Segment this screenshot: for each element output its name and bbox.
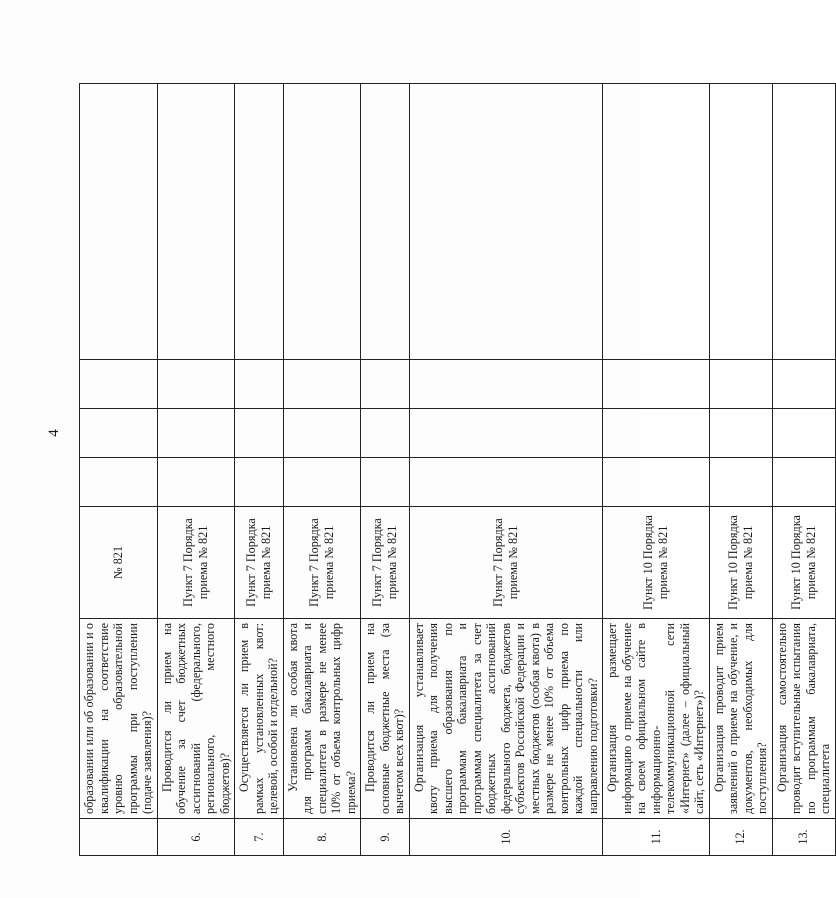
answer-cell-na — [772, 360, 835, 409]
notes-cell — [772, 84, 835, 360]
question-cell: Осуществляется ли прием в рамках установленных квот: целевой, особой и отдельной? — [235, 619, 284, 819]
answer-cell-no — [772, 409, 835, 458]
answer-cell-no — [361, 409, 410, 458]
notes-cell — [409, 84, 603, 360]
answer-cell-na — [235, 360, 284, 409]
question-cell: образовании или об образовании и о квалификации на соответствие уровню образовательной программы при поступлении (подаче заявления)? — [80, 619, 158, 819]
answer-cell-yes — [80, 458, 158, 507]
reference-cell: Пункт 10 Порядка приема № 821 — [772, 507, 835, 619]
notes-cell — [157, 84, 235, 360]
question-cell: Организация проводит прием заявлений о приеме на обучение, и документов, необходимых для поступления? — [709, 619, 772, 819]
row-number: 9. — [361, 819, 410, 856]
answer-cell-yes — [409, 458, 603, 507]
notes-cell — [709, 84, 772, 360]
table-row — [772, 84, 835, 856]
table-row — [157, 84, 235, 856]
answer-cell-no — [603, 409, 710, 458]
row-number: 8. — [283, 819, 361, 856]
table-row — [80, 84, 158, 856]
row-number: 10. — [409, 819, 603, 856]
answer-cell-na — [283, 360, 361, 409]
notes-cell — [80, 84, 158, 360]
reference-cell: Пункт 10 Порядка приема № 821 — [603, 507, 710, 619]
table-row — [283, 84, 361, 856]
answer-cell-no — [709, 409, 772, 458]
answer-cell-na — [80, 360, 158, 409]
row-number: 13. — [772, 819, 835, 856]
reference-cell: Пункт 7 Порядка приема № 821 — [361, 507, 410, 619]
question-cell: Проводится ли прием на обучение за счет бюджетных ассигнований (федерального, регионального, местного бюджетов)? — [157, 619, 235, 819]
notes-cell — [361, 84, 410, 360]
answer-cell-yes — [157, 458, 235, 507]
answer-cell-no — [409, 409, 603, 458]
table-row — [709, 84, 772, 856]
row-number: 12. — [709, 819, 772, 856]
row-number: 11. — [603, 819, 710, 856]
notes-cell — [283, 84, 361, 360]
answer-cell-no — [80, 409, 158, 458]
reference-cell: Пункт 7 Порядка приема № 821 — [235, 507, 284, 619]
reference-cell: Пункт 7 Порядка приема № 821 — [409, 507, 603, 619]
question-cell: Проводится ли прием на основные бюджетные места (за вычетом всех квот)? — [361, 619, 410, 819]
question-cell: Организация устанавливает квоту приема для получения высшего образования по программам бакалавриата и программам специалитета за счет бюджетных ассигнований федерального бюджета, бюджетов субъектов Российской Федерации и местных бюджетов (особая квота) в размере не менее 10% от объема контрольных цифр приема по каждой специальности или направлению подготовки? — [409, 619, 603, 819]
answer-cell-na — [409, 360, 603, 409]
question-cell: Установлена ли особая квота для программ бакалавриата и специалитета в размере не менее 10% от объема контрольных цифр приема? — [283, 619, 361, 819]
row-number: 6. — [157, 819, 235, 856]
answer-cell-na — [709, 360, 772, 409]
table-row — [409, 84, 603, 856]
table-row — [361, 84, 410, 856]
question-cell: Организация размещает информацию о приеме на обучение на своем официальном сайте в информационно-телекоммуникационной сети «Интернет» (далее – официальный сайт, сеть «Интернет»)? — [603, 619, 710, 819]
notes-cell — [235, 84, 284, 360]
answer-cell-na — [157, 360, 235, 409]
answer-cell-yes — [772, 458, 835, 507]
answer-cell-yes — [235, 458, 284, 507]
answer-cell-yes — [283, 458, 361, 507]
reference-cell: № 821 — [80, 507, 158, 619]
page-number: 4 — [46, 429, 62, 437]
answer-cell-na — [603, 360, 710, 409]
answer-cell-yes — [361, 458, 410, 507]
row-number — [80, 819, 158, 856]
notes-cell — [603, 84, 710, 360]
reference-cell: Пункт 7 Порядка приема № 821 — [283, 507, 361, 619]
row-number: 7. — [235, 819, 284, 856]
answer-cell-no — [235, 409, 284, 458]
table-row — [603, 84, 710, 856]
answer-cell-no — [157, 409, 235, 458]
table-row — [235, 84, 284, 856]
reference-cell: Пункт 10 Порядка приема № 821 — [709, 507, 772, 619]
answer-cell-no — [283, 409, 361, 458]
reference-cell: Пункт 7 Порядка приема № 821 — [157, 507, 235, 619]
answer-cell-yes — [603, 458, 710, 507]
answer-cell-yes — [709, 458, 772, 507]
question-cell: Организация самостоятельно проводит вступительные испытания по программам бакалавриата, специалитета — [772, 619, 835, 819]
checklist-table — [79, 83, 836, 856]
checklist-table-rotated — [79, 84, 832, 856]
answer-cell-na — [361, 360, 410, 409]
